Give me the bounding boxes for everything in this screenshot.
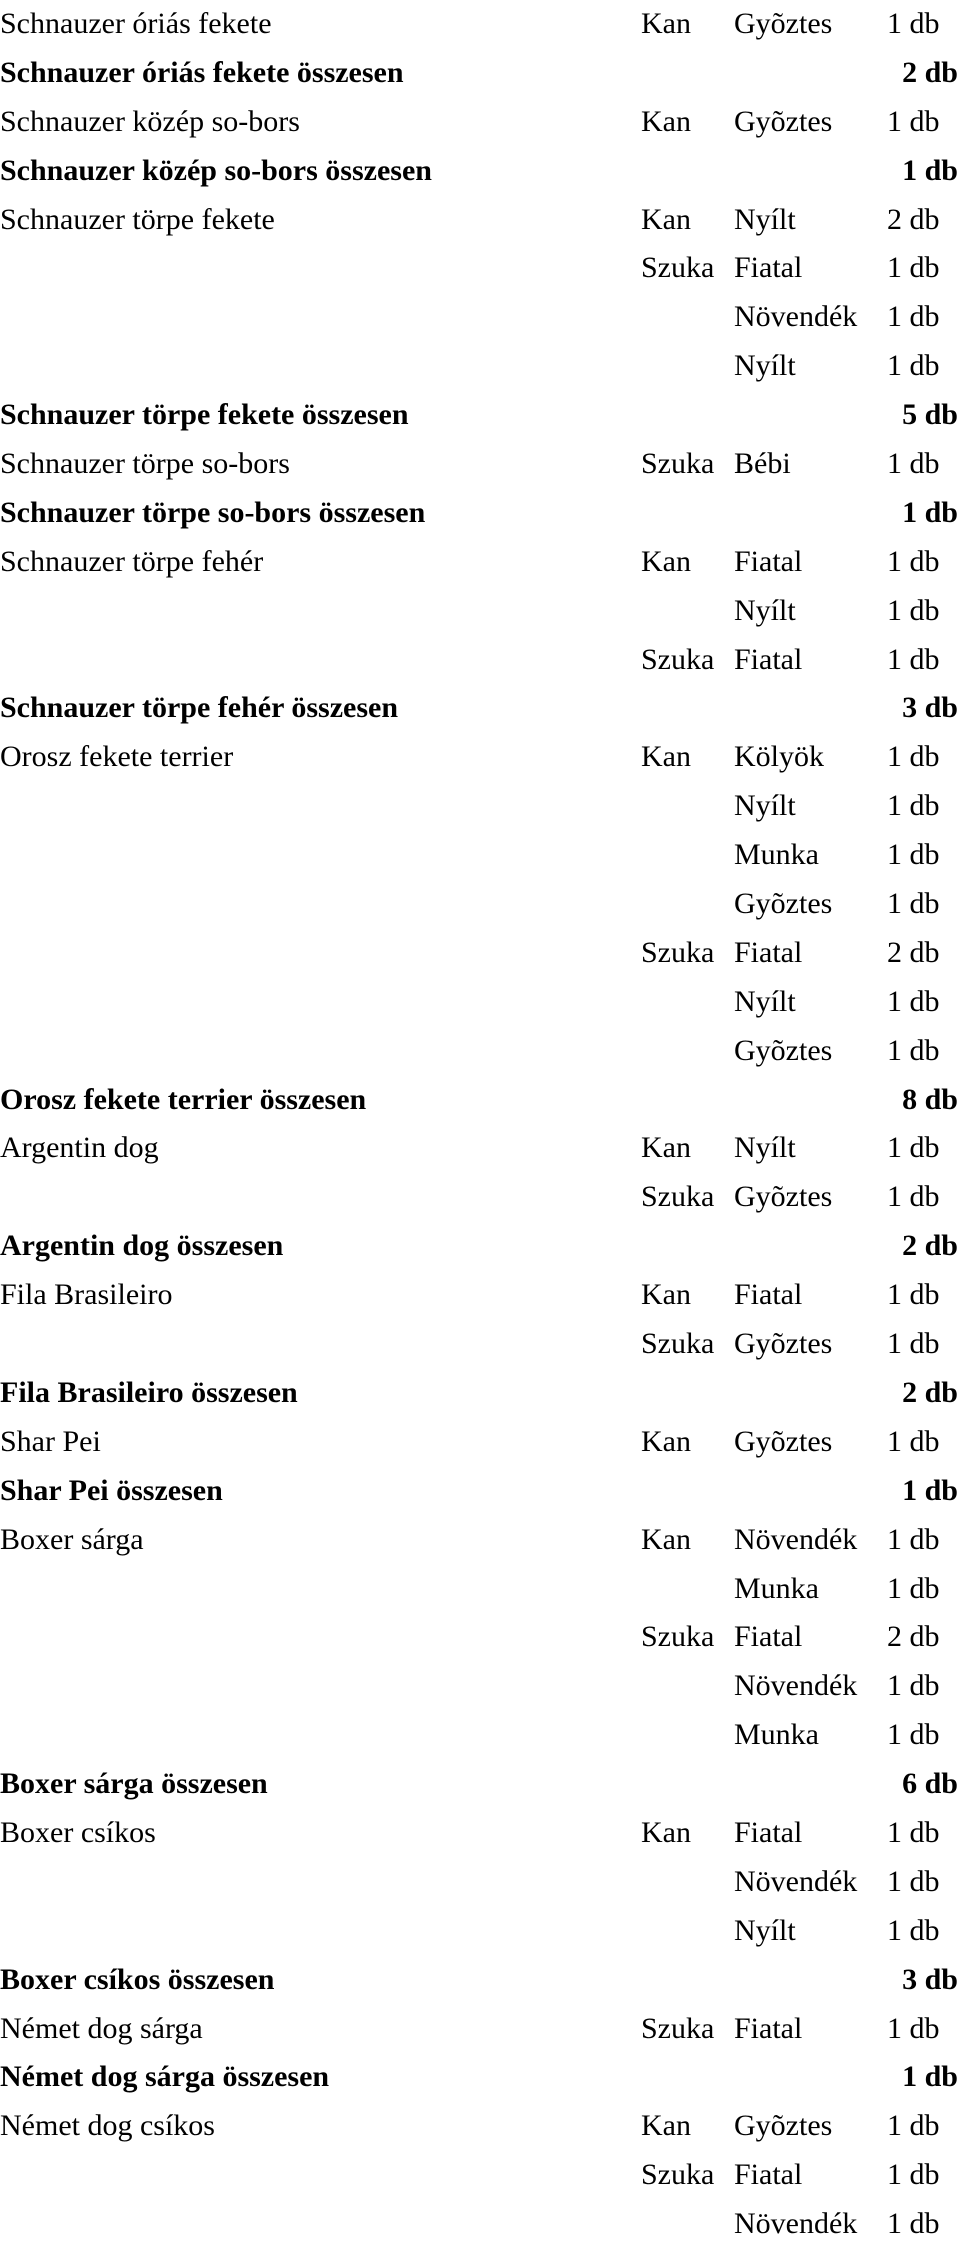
entry-row — [0, 733, 960, 782]
breed-total-row — [0, 1222, 960, 1271]
entry-row — [0, 1662, 960, 1711]
entry-row — [0, 0, 960, 49]
breed-name: Orosz fekete terrier — [0, 740, 234, 774]
class-cell: Gyõztes — [734, 2109, 833, 2143]
class-cell: Nyílt — [734, 593, 796, 627]
count-cell: 1 db — [887, 1815, 940, 1849]
breed-name: Német dog sárga — [0, 2011, 203, 2045]
breed-total-label: Schnauzer törpe so-bors összesen — [0, 495, 426, 529]
class-cell: Fiatal — [734, 1278, 803, 1312]
entry-row — [0, 538, 960, 587]
count-cell: 1 db — [887, 1131, 940, 1165]
class-cell: Fiatal — [734, 935, 803, 969]
count-cell: 1 db — [887, 447, 940, 481]
breed-total-row — [0, 147, 960, 196]
entry-row — [0, 1858, 960, 1907]
sex-cell: Kan — [641, 1815, 691, 1849]
class-cell: Nyílt — [734, 984, 796, 1018]
entry-row — [0, 293, 960, 342]
count-cell: 2 db — [887, 1620, 940, 1654]
entry-row — [0, 1173, 960, 1222]
count-cell: 1 db — [887, 544, 940, 578]
total-count: 1 db — [902, 495, 958, 529]
sex-cell: Kan — [641, 740, 691, 774]
count-cell: 1 db — [887, 740, 940, 774]
class-cell: Növendék — [734, 1522, 858, 1556]
breed-total-label: Schnauzer óriás fekete összesen — [0, 55, 404, 89]
count-cell: 1 db — [887, 1913, 940, 1947]
breed-total-label: Shar Pei összesen — [0, 1473, 223, 1507]
class-cell: Fiatal — [734, 642, 803, 676]
total-count: 8 db — [902, 1082, 958, 1116]
sex-cell: Kan — [641, 202, 691, 236]
class-cell: Gyõztes — [734, 1180, 833, 1214]
class-cell: Fiatal — [734, 2158, 803, 2192]
class-cell: Növendék — [734, 300, 858, 334]
breed-total-label: Német dog sárga összesen — [0, 2060, 330, 2094]
count-cell: 1 db — [887, 300, 940, 334]
breed-total-label: Schnauzer közép so-bors összesen — [0, 153, 432, 187]
breed-total-label: Boxer sárga összesen — [0, 1767, 268, 1801]
entry-row — [0, 2005, 960, 2054]
sex-cell: Szuka — [641, 447, 715, 481]
breed-total-label: Schnauzer törpe fekete összesen — [0, 398, 409, 432]
breed-total-row — [0, 1076, 960, 1125]
count-cell: 1 db — [887, 104, 940, 138]
count-cell: 2 db — [887, 202, 940, 236]
total-count: 3 db — [902, 691, 958, 725]
count-cell: 1 db — [887, 2207, 940, 2241]
breed-total-row — [0, 1369, 960, 1418]
count-cell: 1 db — [887, 1522, 940, 1556]
class-cell: Gyõztes — [734, 1033, 833, 1067]
breed-total-label: Argentin dog összesen — [0, 1229, 284, 1263]
sex-cell: Kan — [641, 1278, 691, 1312]
entry-row — [0, 1809, 960, 1858]
class-cell: Nyílt — [734, 1131, 796, 1165]
entry-row — [0, 1613, 960, 1662]
entry-row — [0, 636, 960, 685]
breed-total-label: Boxer csíkos összesen — [0, 1962, 275, 1996]
class-cell: Kölyök — [734, 740, 824, 774]
class-cell: Nyílt — [734, 1913, 796, 1947]
entry-row — [0, 587, 960, 636]
sex-cell: Kan — [641, 2109, 691, 2143]
sex-cell: Kan — [641, 1131, 691, 1165]
entry-row — [0, 2102, 960, 2151]
entry-row — [0, 1516, 960, 1565]
breed-name: Fila Brasileiro — [0, 1278, 173, 1312]
entry-row — [0, 782, 960, 831]
total-count: 2 db — [902, 1375, 958, 1409]
breed-name: Boxer sárga — [0, 1522, 144, 1556]
entry-row — [0, 1711, 960, 1760]
class-cell: Növendék — [734, 2207, 858, 2241]
count-cell: 1 db — [887, 2109, 940, 2143]
entry-row — [0, 978, 960, 1027]
count-cell: 1 db — [887, 1718, 940, 1752]
class-cell: Fiatal — [734, 2011, 803, 2045]
class-cell: Növendék — [734, 1864, 858, 1898]
breed-total-row — [0, 684, 960, 733]
total-count: 1 db — [902, 1473, 958, 1507]
class-cell: Fiatal — [734, 251, 803, 285]
sex-cell: Kan — [641, 544, 691, 578]
entry-row — [0, 98, 960, 147]
class-cell: Nyílt — [734, 349, 796, 383]
entry-row — [0, 196, 960, 245]
breed-total-label: Orosz fekete terrier összesen — [0, 1082, 367, 1116]
count-cell: 1 db — [887, 789, 940, 823]
count-cell: 1 db — [887, 2158, 940, 2192]
sex-cell: Szuka — [641, 642, 715, 676]
count-cell: 1 db — [887, 1424, 940, 1458]
count-cell: 1 db — [887, 593, 940, 627]
class-cell: Gyõztes — [734, 887, 833, 921]
total-count: 3 db — [902, 1962, 958, 1996]
breed-total-row — [0, 391, 960, 440]
breed-total-row — [0, 1956, 960, 2005]
class-cell: Munka — [734, 1718, 819, 1752]
class-cell: Gyõztes — [734, 7, 833, 40]
entry-row — [0, 1418, 960, 1467]
breed-total-label: Schnauzer törpe fehér összesen — [0, 691, 398, 725]
class-cell: Nyílt — [734, 789, 796, 823]
breed-total-label: Fila Brasileiro összesen — [0, 1375, 298, 1409]
class-cell: Fiatal — [734, 1620, 803, 1654]
entry-row — [0, 1271, 960, 1320]
breed-total-row — [0, 489, 960, 538]
entry-row — [0, 2200, 960, 2249]
count-cell: 1 db — [887, 2011, 940, 2045]
total-count: 5 db — [902, 398, 958, 432]
sex-cell: Szuka — [641, 935, 715, 969]
total-count: 1 db — [902, 2060, 958, 2094]
count-cell: 1 db — [887, 984, 940, 1018]
class-cell: Gyõztes — [734, 1327, 833, 1361]
sex-cell: Szuka — [641, 2158, 715, 2192]
entry-row — [0, 2151, 960, 2200]
count-cell: 1 db — [887, 1033, 940, 1067]
count-cell: 1 db — [887, 1327, 940, 1361]
class-cell: Bébi — [734, 447, 791, 481]
entry-row — [0, 1907, 960, 1956]
count-cell: 1 db — [887, 1669, 940, 1703]
breed-name: Schnauzer törpe fehér — [0, 544, 264, 578]
count-cell: 2 db — [887, 935, 940, 969]
sex-cell: Szuka — [641, 251, 715, 285]
sex-cell: Szuka — [641, 2011, 715, 2045]
total-count: 1 db — [902, 153, 958, 187]
breed-name: Német dog csíkos — [0, 2109, 215, 2143]
breed-total-row — [0, 1760, 960, 1809]
sex-cell: Kan — [641, 1522, 691, 1556]
count-cell: 1 db — [887, 349, 940, 383]
class-cell: Gyõztes — [734, 1424, 833, 1458]
entry-row — [0, 1027, 960, 1076]
class-cell: Munka — [734, 1571, 819, 1605]
entry-row — [0, 440, 960, 489]
entry-row — [0, 929, 960, 978]
entry-row — [0, 880, 960, 929]
sex-cell: Kan — [641, 1424, 691, 1458]
class-cell: Nyílt — [734, 202, 796, 236]
count-cell: 1 db — [887, 251, 940, 285]
entry-row — [0, 1124, 960, 1173]
entry-row — [0, 831, 960, 880]
sex-cell: Kan — [641, 7, 691, 40]
sex-cell: Szuka — [641, 1180, 715, 1214]
total-count: 2 db — [902, 1229, 958, 1263]
total-count: 2 db — [902, 55, 958, 89]
breed-name: Schnauzer óriás fekete — [0, 7, 272, 40]
breed-name: Argentin dog — [0, 1131, 159, 1165]
count-cell: 1 db — [887, 1180, 940, 1214]
count-cell: 1 db — [887, 7, 940, 40]
breed-name: Shar Pei — [0, 1424, 101, 1458]
sex-cell: Szuka — [641, 1327, 715, 1361]
sex-cell: Kan — [641, 104, 691, 138]
entry-row — [0, 1565, 960, 1614]
breed-total-row — [0, 49, 960, 98]
count-cell: 1 db — [887, 887, 940, 921]
class-cell: Növendék — [734, 1669, 858, 1703]
breed-name: Schnauzer törpe fekete — [0, 202, 275, 236]
count-cell: 1 db — [887, 1278, 940, 1312]
count-cell: 1 db — [887, 1571, 940, 1605]
sex-cell: Szuka — [641, 1620, 715, 1654]
breed-name: Schnauzer közép so-bors — [0, 104, 300, 138]
count-cell: 1 db — [887, 642, 940, 676]
class-cell: Fiatal — [734, 544, 803, 578]
count-cell: 1 db — [887, 1864, 940, 1898]
breed-total-row — [0, 2053, 960, 2102]
class-cell: Gyõztes — [734, 104, 833, 138]
total-count: 6 db — [902, 1767, 958, 1801]
breed-name: Schnauzer törpe so-bors — [0, 447, 290, 481]
entry-row — [0, 1320, 960, 1369]
entry-row — [0, 342, 960, 391]
entry-row — [0, 244, 960, 293]
count-cell: 1 db — [887, 838, 940, 872]
class-cell: Munka — [734, 838, 819, 872]
breed-total-row — [0, 1467, 960, 1516]
class-cell: Fiatal — [734, 1815, 803, 1849]
breed-name: Boxer csíkos — [0, 1815, 156, 1849]
